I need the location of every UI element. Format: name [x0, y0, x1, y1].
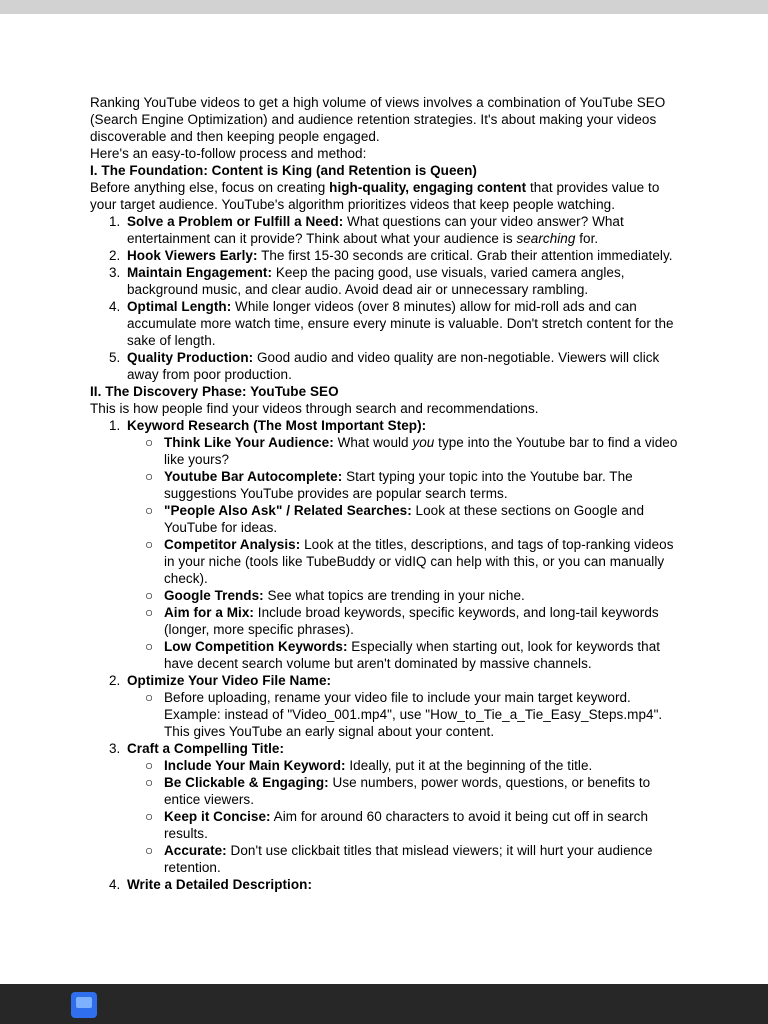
text-run: Start typing your topic into the Youtube bar. The suggestions YouTube provides are popular search terms. [164, 469, 633, 501]
sub-list-item-text [164, 604, 678, 638]
paragraph [90, 94, 678, 145]
list-item [90, 672, 678, 689]
doc-content [0, 14, 768, 893]
sub-list-item [90, 808, 678, 842]
sub-list-bullet: ○ [145, 639, 154, 654]
list-item [90, 740, 678, 757]
sub-list-bullet: ○ [145, 843, 154, 858]
list-item [90, 417, 678, 434]
sub-list-item [90, 842, 678, 876]
text-run: Keep it Concise: [164, 809, 271, 824]
text-run: Youtube Bar Autocomplete: [164, 469, 343, 484]
text-run: I. The Foundation: Content is King (and Retention is Queen) [90, 163, 477, 178]
text-run: Before uploading, rename your video file to include your main target keyword. Example: instead of "Video_001.mp4", use "How_to_Tie_a_Tie_Easy_Steps.mp4". This gives YouTube an early signal about your content. [164, 690, 663, 739]
paragraph [90, 145, 678, 162]
text-run: Be Clickable & Engaging: [164, 775, 329, 790]
list-item-text [127, 740, 678, 757]
text-run: Solve a Problem or Fulfill a Need: [127, 214, 344, 229]
text-run: Keep the pacing good, use visuals, varied camera angles, background music, and clear audio. Avoid dead air or unnecessary rambling. [127, 265, 625, 297]
list-item-text [127, 247, 678, 264]
sub-list-item [90, 587, 678, 604]
sub-list-bullet: ○ [145, 537, 154, 552]
text-run: See what topics are trending in your niche. [263, 588, 525, 603]
list-number: 1. [109, 418, 121, 433]
sub-list-bullet: ○ [145, 605, 154, 620]
text-run: Think Like Your Audience: [164, 435, 334, 450]
section-heading [90, 383, 678, 400]
sub-list-item-text [164, 842, 678, 876]
sub-list-bullet: ○ [145, 758, 154, 773]
list-number: 5. [109, 350, 121, 365]
footer-blue-app-icon[interactable] [71, 992, 97, 1018]
list-item-text [127, 213, 678, 247]
text-run: Competitor Analysis: [164, 537, 301, 552]
sub-list-bullet: ○ [145, 469, 154, 484]
text-run: searching [516, 231, 576, 246]
text-run: Accurate: [164, 843, 227, 858]
text-run: type into the Youtube bar to find a video like yours? [164, 435, 678, 467]
list-number: 1. [109, 214, 121, 229]
sub-list-item [90, 604, 678, 638]
sub-list-item-text [164, 689, 678, 740]
sub-list-item [90, 638, 678, 672]
text-run: Include broad keywords, specific keywords, and long-tail keywords (longer, more specific phrases). [164, 605, 659, 637]
text-run: Ideally, put it at the beginning of the title. [345, 758, 593, 773]
text-run: Here's an easy-to-follow process and method: [90, 146, 367, 161]
sub-list-item [90, 689, 678, 740]
section-heading [90, 162, 678, 179]
text-run: Good audio and video quality are non-negotiable. Viewers will click away from poor production. [127, 350, 660, 382]
text-run: Especially when starting out, look for keywords that have decent search volume but aren't dominated by massive channels. [164, 639, 661, 671]
sub-list-item [90, 536, 678, 587]
list-item [90, 213, 678, 247]
text-run: Quality Production: [127, 350, 254, 365]
text-run: high-quality, engaging content [329, 180, 527, 195]
list-number: 2. [109, 673, 121, 688]
sub-list-item-text [164, 587, 678, 604]
list-item [90, 247, 678, 264]
text-run: The first 15-30 seconds are critical. Grab their attention immediately. [257, 248, 673, 263]
sub-list-bullet: ○ [145, 588, 154, 603]
sub-list-bullet: ○ [145, 775, 154, 790]
paragraph [90, 179, 678, 213]
sub-list-item [90, 757, 678, 774]
text-run: Optimal Length: [127, 299, 232, 314]
list-item-text [127, 349, 678, 383]
list-item [90, 876, 678, 893]
sub-list-item [90, 502, 678, 536]
list-item-text [127, 417, 678, 434]
text-run: What questions can your video answer? What entertainment can it provide? Think about what your audience is [127, 214, 624, 246]
text-run: Include Your Main Keyword: [164, 758, 346, 773]
sub-list-bullet: ○ [145, 809, 154, 824]
sub-list-item-text [164, 638, 678, 672]
text-run: for. [575, 231, 599, 246]
text-run: Look at these sections on Google and YouTube for ideas. [164, 503, 645, 535]
list-item [90, 298, 678, 349]
list-item-text [127, 876, 678, 893]
text-run: Hook Viewers Early: [127, 248, 258, 263]
text-run: Craft a Compelling Title: [127, 741, 285, 756]
text-run: Keyword Research (The Most Important Step): [127, 418, 427, 433]
sub-list-item-text [164, 808, 678, 842]
sub-list-bullet: ○ [145, 435, 154, 450]
text-run: Low Competition Keywords: [164, 639, 348, 654]
sub-list-bullet: ○ [145, 503, 154, 518]
text-run: Ranking YouTube videos to get a high volume of views involves a combination of YouTube SEO (Search Engine Optimization) and audience retention strategies. It's about making your videos discoverable and then keeping people engaged. [90, 95, 666, 144]
list-number: 3. [109, 265, 121, 280]
text-run: Google Trends: [164, 588, 264, 603]
text-run: Before anything else, focus on creating [90, 180, 330, 195]
text-run: II. The Discovery Phase: YouTube SEO [90, 384, 339, 399]
sub-list-item [90, 434, 678, 468]
text-run: that provides value to your target audience. YouTube's algorithm prioritizes videos that keep people watching. [90, 180, 660, 212]
list-number: 3. [109, 741, 121, 756]
sub-list-item-text [164, 536, 678, 587]
sub-list-item-text [164, 468, 678, 502]
text-run: Optimize Your Video File Name: [127, 673, 332, 688]
text-run: Look at the titles, descriptions, and tags of top-ranking videos in your niche (tools like TubeBuddy or vidIQ can help with this, or you can manually check). [164, 537, 674, 586]
sub-list-bullet: ○ [145, 690, 154, 705]
list-item-text [127, 298, 678, 349]
list-item-text [127, 264, 678, 298]
paragraph [90, 400, 678, 417]
text-run: Use numbers, power words, questions, or benefits to entice viewers. [164, 775, 651, 807]
document-page [0, 14, 768, 984]
list-number: 4. [109, 877, 121, 892]
sub-list-item-text [164, 774, 678, 808]
list-item [90, 349, 678, 383]
sub-list-item [90, 774, 678, 808]
sub-list-item-text [164, 502, 678, 536]
text-run: Aim for a Mix: [164, 605, 254, 620]
text-run: "People Also Ask" / Related Searches: [164, 503, 412, 518]
sub-list-item-text [164, 434, 678, 468]
sub-list-item-text [164, 757, 678, 774]
text-run: you [412, 435, 435, 450]
list-item [90, 264, 678, 298]
text-run: Write a Detailed Description: [127, 877, 312, 892]
list-item-text [127, 672, 678, 689]
viewer-footer-bar [0, 984, 768, 1024]
text-run: What would [333, 435, 413, 450]
text-run: This is how people find your videos through search and recommendations. [90, 401, 539, 416]
text-run: Aim for around 60 characters to avoid it being cut off in search results. [164, 809, 649, 841]
text-run: Maintain Engagement: [127, 265, 273, 280]
sub-list-item [90, 468, 678, 502]
list-number: 2. [109, 248, 121, 263]
list-number: 4. [109, 299, 121, 314]
text-run: Don't use clickbait titles that mislead viewers; it will hurt your audience retention. [164, 843, 653, 875]
text-run: While longer videos (over 8 minutes) allow for mid-roll ads and can accumulate more watch time, ensure every minute is valuable. Don't stretch content for the sake of length. [127, 299, 674, 348]
